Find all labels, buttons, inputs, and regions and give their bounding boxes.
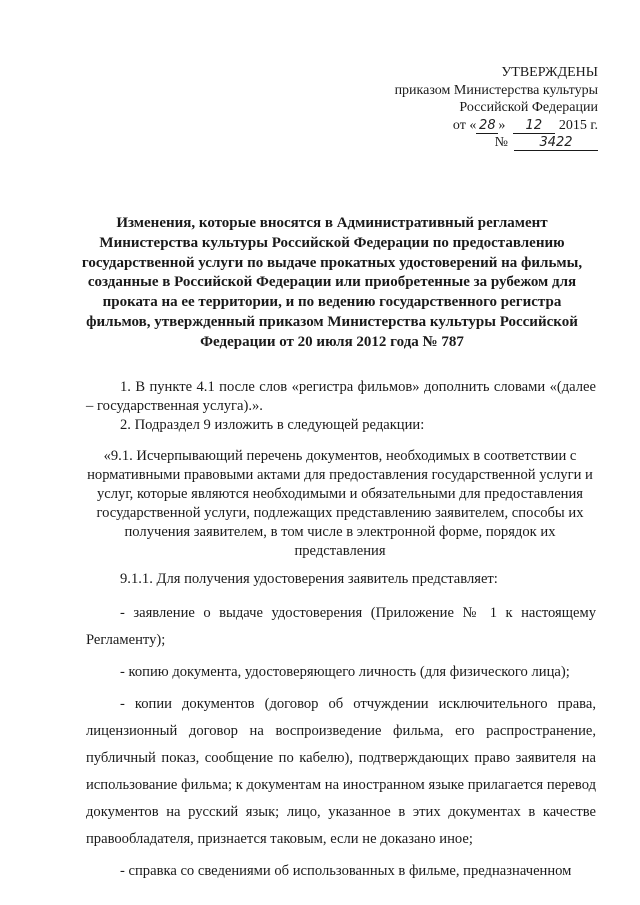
date-mid: »: [498, 117, 506, 133]
section-heading-block: [86, 447, 594, 561]
list-item-application: - заявление о выдаче удостоверения (Приложение № 1 к настоящему Регламенту);: [86, 605, 596, 648]
paragraph-1: 1. В пункте 4.1 после слов «регистра фильмов» дополнить словами «(далее – государственная услуга).».: [86, 379, 596, 414]
approval-date-line: [338, 117, 598, 135]
list-item-identity-copy: - копию документа, удостоверяющего личность (для физического лица);: [120, 664, 570, 680]
date-year: 2015 г.: [558, 117, 598, 133]
paragraph-2: 2. Подраздел 9 изложить в следующей редакции:: [120, 417, 425, 433]
date-day-handwritten: 28: [476, 118, 498, 134]
number-label: №: [494, 135, 508, 150]
paragraph-9-1-1: 9.1.1. Для получения удостоверения заявитель представляет:: [120, 571, 498, 587]
approval-order-line: приказом Министерства культуры: [394, 82, 598, 98]
date-month-handwritten: 12: [513, 118, 555, 134]
body-block-1: [86, 378, 596, 435]
section-9-1-heading: «9.1. Исчерпывающий перечень документов, необходимых в соответствии с нормативными правовыми актами для предоставления государственной услуги и услуг, которые являются необходимыми и обязательными для предоставления государственной услуги, подлежащих представлению заявителем, способы их получения заявителем, в том числе в электронной форме, порядок их представления: [87, 448, 593, 559]
date-prefix: от «: [452, 117, 477, 133]
approval-country-line: Российской Федерации: [459, 100, 598, 115]
approval-stamp: [338, 64, 598, 152]
body-block-2: [86, 566, 596, 885]
list-item-reference: - справка со сведениями об использованных в фильме, предназначенном: [120, 863, 572, 879]
approval-number-line: [338, 134, 598, 152]
approval-heading: УТВЕРЖДЕНЫ: [501, 65, 598, 80]
document-title: Изменения, которые вносятся в Административный регламент Министерства культуры Российской Федерации по предоставлению государственной услуги по выдаче прокатных удостоверений на фильмы, созданные в Российской Федерации или приобретенные за рубежом для проката на ее территории, и по ведению государственного регистра фильмов, утвержденный приказом Министерства культуры Российской Федерации от 20 июля 2012 года № 787: [81, 215, 583, 350]
list-item-rights-documents: - копии документов (договор об отчуждении исключительного права, лицензионный договор на воспроизведение фильма, его распространение, публичный показ, сообщение по кабелю), подтверждающих право заявителя на использование фильма; к документам на иностранном языке прилагается перевод документов на русский язык; лицо, указанное в этих документах в качестве правообладателя, признается таковым, если не доказано иное;: [86, 696, 596, 847]
number-handwritten: 3422: [514, 135, 598, 151]
